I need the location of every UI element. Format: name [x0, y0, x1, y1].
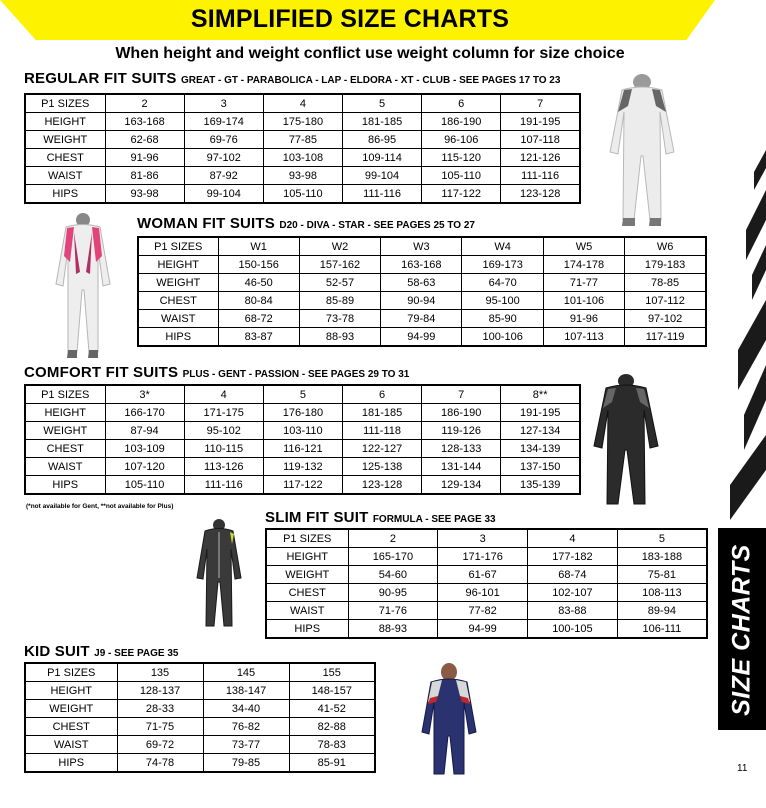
table-cell: 71-76 [348, 602, 438, 620]
row-label: WEIGHT [25, 700, 117, 718]
table-row [25, 663, 375, 682]
slim-size-table [265, 528, 708, 639]
row-label: P1 SIZES [266, 529, 348, 548]
table-row [25, 458, 580, 476]
kid-size-table [24, 662, 376, 773]
table-cell: 94-99 [438, 620, 528, 639]
table-cell: 58-63 [381, 274, 462, 292]
table-cell: 85-90 [462, 310, 543, 328]
comfort-size-table [24, 384, 581, 495]
table-cell: 138-147 [203, 682, 289, 700]
table-cell: 134-139 [501, 440, 580, 458]
table-cell: 108-113 [617, 584, 707, 602]
table-cell: 111-116 [184, 476, 263, 495]
table-cell: 80-84 [218, 292, 299, 310]
table-row [138, 274, 706, 292]
table-cell: 69-76 [184, 131, 263, 149]
table-cell: 111-116 [342, 185, 421, 204]
size-header: 8** [501, 385, 580, 404]
page-title: SIMPLIFIED SIZE CHARTS [190, 5, 510, 33]
table-cell: 78-83 [289, 736, 375, 754]
table-row [25, 385, 580, 404]
row-label: P1 SIZES [25, 385, 105, 404]
row-label: HEIGHT [138, 256, 218, 274]
table-cell: 77-82 [438, 602, 528, 620]
table-cell: 83-88 [528, 602, 618, 620]
size-header: 155 [289, 663, 375, 682]
row-label: WAIST [266, 602, 348, 620]
row-label: HEIGHT [25, 682, 117, 700]
table-row [25, 149, 580, 167]
kid-heading [24, 643, 178, 660]
table-cell: 96-101 [438, 584, 528, 602]
table-row [25, 754, 375, 773]
size-header: 7 [501, 94, 580, 113]
section-tab-label: SIZE CHARTS [727, 544, 756, 716]
row-label: WAIST [25, 167, 105, 185]
table-cell: 111-116 [501, 167, 580, 185]
table-cell: 113-126 [184, 458, 263, 476]
row-label: WAIST [25, 458, 105, 476]
table-cell: 117-119 [625, 328, 706, 347]
table-row [266, 584, 707, 602]
table-cell: 175-180 [263, 113, 342, 131]
table-cell: 121-126 [501, 149, 580, 167]
size-header: 4 [184, 385, 263, 404]
table-cell: 106-111 [617, 620, 707, 639]
table-cell: 28-33 [117, 700, 203, 718]
table-cell: 166-170 [105, 404, 184, 422]
size-header: 5 [342, 94, 421, 113]
table-cell: 68-74 [528, 566, 618, 584]
kid-note: J9 - SEE PAGE 35 [94, 648, 179, 659]
table-cell: 90-95 [348, 584, 438, 602]
row-label: P1 SIZES [138, 237, 218, 256]
table-cell: 71-75 [117, 718, 203, 736]
table-cell: 99-104 [184, 185, 263, 204]
table-row [25, 476, 580, 495]
decorative-stripes [724, 150, 766, 530]
size-header: 145 [203, 663, 289, 682]
table-cell: 88-93 [299, 328, 380, 347]
table-cell: 123-128 [501, 185, 580, 204]
kid-suit-image [418, 662, 480, 776]
table-cell: 87-92 [184, 167, 263, 185]
slim-title: SLIM FIT SUIT [265, 509, 369, 526]
size-header: 3 [184, 94, 263, 113]
table-row [25, 167, 580, 185]
table-cell: 75-81 [617, 566, 707, 584]
table-row [138, 256, 706, 274]
row-label: P1 SIZES [25, 663, 117, 682]
table-row [266, 529, 707, 548]
table-row [138, 237, 706, 256]
table-cell: 99-104 [342, 167, 421, 185]
size-header: W6 [625, 237, 706, 256]
table-cell: 116-121 [263, 440, 342, 458]
row-label: CHEST [25, 718, 117, 736]
size-header: W1 [218, 237, 299, 256]
table-cell: 79-84 [381, 310, 462, 328]
table-cell: 101-106 [543, 292, 624, 310]
table-cell: 61-67 [438, 566, 528, 584]
table-cell: 129-134 [422, 476, 501, 495]
table-cell: 87-94 [105, 422, 184, 440]
row-label: CHEST [138, 292, 218, 310]
table-row [266, 548, 707, 566]
row-label: HEIGHT [25, 113, 105, 131]
slim-suit-image [194, 518, 244, 633]
table-cell: 107-120 [105, 458, 184, 476]
table-cell: 107-112 [625, 292, 706, 310]
size-header: 3 [438, 529, 528, 548]
table-cell: 174-178 [543, 256, 624, 274]
comfort-title: COMFORT FIT SUITS [24, 364, 179, 381]
size-header: 6 [422, 94, 501, 113]
comfort-footnote: (*not available for Gent, **not available for Plus) [26, 503, 174, 510]
table-cell: 95-102 [184, 422, 263, 440]
table-row [25, 718, 375, 736]
table-row [138, 292, 706, 310]
table-cell: 97-102 [625, 310, 706, 328]
comfort-note: PLUS - GENT - PASSION - SEE PAGES 29 TO 31 [182, 369, 410, 380]
table-cell: 150-156 [218, 256, 299, 274]
table-cell: 91-96 [543, 310, 624, 328]
regular-size-table [24, 93, 581, 204]
table-cell: 93-98 [105, 185, 184, 204]
page-number: 11 [737, 763, 748, 774]
table-row [25, 700, 375, 718]
table-cell: 117-122 [422, 185, 501, 204]
row-label: HEIGHT [266, 548, 348, 566]
table-cell: 88-93 [348, 620, 438, 639]
table-cell: 127-134 [501, 422, 580, 440]
table-cell: 102-107 [528, 584, 618, 602]
table-cell: 169-174 [184, 113, 263, 131]
table-cell: 128-133 [422, 440, 501, 458]
table-cell: 74-78 [117, 754, 203, 773]
table-cell: 137-150 [501, 458, 580, 476]
row-label: WEIGHT [25, 422, 105, 440]
page-subtitle: When height and weight conflict use weight column for size choice [115, 45, 625, 62]
size-header: 3* [105, 385, 184, 404]
table-row [138, 310, 706, 328]
table-cell: 85-89 [299, 292, 380, 310]
row-label: WEIGHT [138, 274, 218, 292]
table-cell: 68-72 [218, 310, 299, 328]
table-cell: 135-139 [501, 476, 580, 495]
table-cell: 93-98 [263, 167, 342, 185]
table-cell: 86-95 [342, 131, 421, 149]
table-cell: 107-113 [543, 328, 624, 347]
table-cell: 81-86 [105, 167, 184, 185]
table-cell: 105-110 [105, 476, 184, 495]
size-header: W4 [462, 237, 543, 256]
table-cell: 103-110 [263, 422, 342, 440]
table-cell: 163-168 [105, 113, 184, 131]
table-cell: 181-185 [342, 113, 421, 131]
table-cell: 122-127 [342, 440, 421, 458]
row-label: HIPS [266, 620, 348, 639]
table-cell: 90-94 [381, 292, 462, 310]
row-label: WAIST [138, 310, 218, 328]
table-row [25, 404, 580, 422]
size-header: 2 [348, 529, 438, 548]
table-cell: 96-106 [422, 131, 501, 149]
table-cell: 34-40 [203, 700, 289, 718]
table-cell: 191-195 [501, 113, 580, 131]
woman-note: D20 - DIVA - STAR - SEE PAGES 25 TO 27 [279, 220, 475, 231]
size-header: 5 [617, 529, 707, 548]
table-cell: 83-87 [218, 328, 299, 347]
row-label: P1 SIZES [25, 94, 105, 113]
table-cell: 128-137 [117, 682, 203, 700]
table-cell: 94-99 [381, 328, 462, 347]
table-cell: 123-128 [342, 476, 421, 495]
row-label: HIPS [25, 754, 117, 773]
table-cell: 103-108 [263, 149, 342, 167]
table-cell: 181-185 [342, 404, 421, 422]
table-cell: 125-138 [342, 458, 421, 476]
table-row [25, 131, 580, 149]
table-row [266, 602, 707, 620]
table-cell: 176-180 [263, 404, 342, 422]
table-cell: 148-157 [289, 682, 375, 700]
table-cell: 100-106 [462, 328, 543, 347]
table-cell: 71-77 [543, 274, 624, 292]
table-cell: 105-110 [263, 185, 342, 204]
table-cell: 169-173 [462, 256, 543, 274]
size-header: 5 [263, 385, 342, 404]
table-row [25, 185, 580, 204]
table-cell: 97-102 [184, 149, 263, 167]
table-cell: 77-85 [263, 131, 342, 149]
woman-suit-image [52, 212, 114, 360]
table-cell: 64-70 [462, 274, 543, 292]
regular-note: GREAT - GT - PARABOLICA - LAP - ELDORA - XT - CLUB - SEE PAGES 17 TO 23 [180, 75, 561, 86]
table-row [25, 682, 375, 700]
table-cell: 79-85 [203, 754, 289, 773]
table-cell: 177-182 [528, 548, 618, 566]
table-row [25, 736, 375, 754]
table-cell: 186-190 [422, 113, 501, 131]
table-row [25, 440, 580, 458]
row-label: WEIGHT [266, 566, 348, 584]
table-cell: 46-50 [218, 274, 299, 292]
table-cell: 73-77 [203, 736, 289, 754]
table-cell: 85-91 [289, 754, 375, 773]
table-cell: 119-132 [263, 458, 342, 476]
table-row [25, 94, 580, 113]
table-cell: 100-105 [528, 620, 618, 639]
table-cell: 105-110 [422, 167, 501, 185]
row-label: HIPS [25, 185, 105, 204]
table-cell: 69-72 [117, 736, 203, 754]
table-cell: 119-126 [422, 422, 501, 440]
table-cell: 191-195 [501, 404, 580, 422]
regular-suit-image [604, 72, 680, 230]
table-cell: 165-170 [348, 548, 438, 566]
size-header: W5 [543, 237, 624, 256]
table-cell: 171-176 [438, 548, 528, 566]
row-label: HEIGHT [25, 404, 105, 422]
table-row [138, 328, 706, 347]
row-label: CHEST [25, 440, 105, 458]
table-cell: 131-144 [422, 458, 501, 476]
table-cell: 62-68 [105, 131, 184, 149]
table-cell: 179-183 [625, 256, 706, 274]
table-cell: 109-114 [342, 149, 421, 167]
size-header: 135 [117, 663, 203, 682]
table-cell: 186-190 [422, 404, 501, 422]
size-header: 4 [528, 529, 618, 548]
regular-title: REGULAR FIT SUITS [24, 70, 177, 87]
table-cell: 78-85 [625, 274, 706, 292]
kid-title: KID SUIT [24, 643, 90, 660]
table-cell: 76-82 [203, 718, 289, 736]
table-cell: 91-96 [105, 149, 184, 167]
table-row [266, 566, 707, 584]
woman-heading [137, 215, 475, 232]
table-cell: 171-175 [184, 404, 263, 422]
table-cell: 89-94 [617, 602, 707, 620]
woman-size-table [137, 236, 707, 347]
table-cell: 111-118 [342, 422, 421, 440]
row-label: CHEST [25, 149, 105, 167]
row-label: WAIST [25, 736, 117, 754]
table-cell: 117-122 [263, 476, 342, 495]
size-header: 7 [422, 385, 501, 404]
table-cell: 73-78 [299, 310, 380, 328]
comfort-suit-image [590, 372, 662, 512]
size-header: 6 [342, 385, 421, 404]
table-cell: 183-188 [617, 548, 707, 566]
slim-note: FORMULA - SEE PAGE 33 [372, 514, 496, 525]
table-row [25, 113, 580, 131]
table-cell: 52-57 [299, 274, 380, 292]
table-cell: 163-168 [381, 256, 462, 274]
slim-heading [265, 509, 496, 526]
table-row [25, 422, 580, 440]
size-header: 4 [263, 94, 342, 113]
table-cell: 41-52 [289, 700, 375, 718]
table-cell: 103-109 [105, 440, 184, 458]
size-header: W3 [381, 237, 462, 256]
table-cell: 115-120 [422, 149, 501, 167]
regular-heading [24, 70, 560, 87]
table-cell: 95-100 [462, 292, 543, 310]
size-header: 2 [105, 94, 184, 113]
table-row [266, 620, 707, 639]
row-label: HIPS [25, 476, 105, 495]
row-label: WEIGHT [25, 131, 105, 149]
table-cell: 82-88 [289, 718, 375, 736]
table-cell: 107-118 [501, 131, 580, 149]
woman-title: WOMAN FIT SUITS [137, 215, 275, 232]
row-label: CHEST [266, 584, 348, 602]
table-cell: 54-60 [348, 566, 438, 584]
comfort-heading [24, 364, 409, 381]
table-cell: 110-115 [184, 440, 263, 458]
table-cell: 157-162 [299, 256, 380, 274]
row-label: HIPS [138, 328, 218, 347]
size-header: W2 [299, 237, 380, 256]
